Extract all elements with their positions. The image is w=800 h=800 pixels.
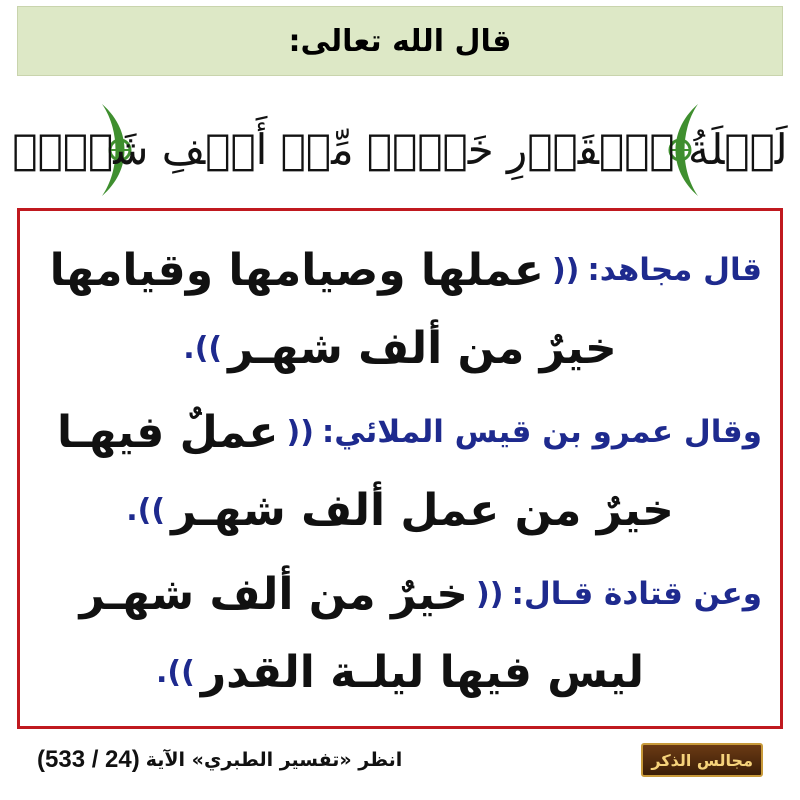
- logo-text: مجالس الذكر: [651, 750, 753, 770]
- quote-open-mark: ((: [551, 252, 580, 288]
- logo: [641, 743, 763, 777]
- quote-text: خيرٌ من ألف شهـر: [79, 568, 469, 620]
- quote-line: [38, 473, 762, 547]
- quote-speaker: وعن قتادة قـال:: [511, 576, 762, 612]
- quote-close-mark: )).: [156, 654, 195, 690]
- quote-line: [38, 395, 762, 469]
- quote-text: خيرٌ من عمل ألف شهـر: [171, 484, 674, 536]
- quote-text: ليس فيها ليلـة القدر: [200, 646, 644, 698]
- quote-close-mark: )).: [183, 330, 223, 366]
- quote-line: [38, 557, 762, 631]
- source-reference: [37, 743, 402, 777]
- quote-open-mark: ((: [286, 414, 314, 450]
- quotes-box: [17, 208, 783, 729]
- quote-speaker: قال مجاهد:: [587, 252, 762, 288]
- verse-text: لَيۡلَةُ ٱلۡقَدۡرِ خَيۡرٞ مِّنۡ أَلۡفِ شَهۡرٖ: [12, 124, 788, 174]
- footer: [17, 735, 783, 785]
- page-title: قال الله تعالى:: [288, 23, 512, 59]
- verse: [12, 96, 788, 202]
- quote-text: خيرٌ من ألف شهـر: [228, 322, 617, 374]
- quote-line: [38, 233, 762, 307]
- reference-label: انظر «تفسير الطبري» الآية: [145, 749, 403, 771]
- quote-close-mark: )).: [126, 492, 166, 528]
- quote-open-mark: ((: [476, 576, 504, 612]
- quote-line: [38, 311, 762, 385]
- quote-text: عملٌ فيهـا: [56, 406, 279, 458]
- reference-numbers: (533 / 24): [37, 746, 140, 773]
- quote-speaker: وقال عمرو بن قيس الملائي:: [321, 414, 762, 450]
- header-bar: [17, 6, 783, 76]
- quote-line: [38, 635, 762, 709]
- quote-text: عملها وصيامها وقيامها: [49, 244, 544, 296]
